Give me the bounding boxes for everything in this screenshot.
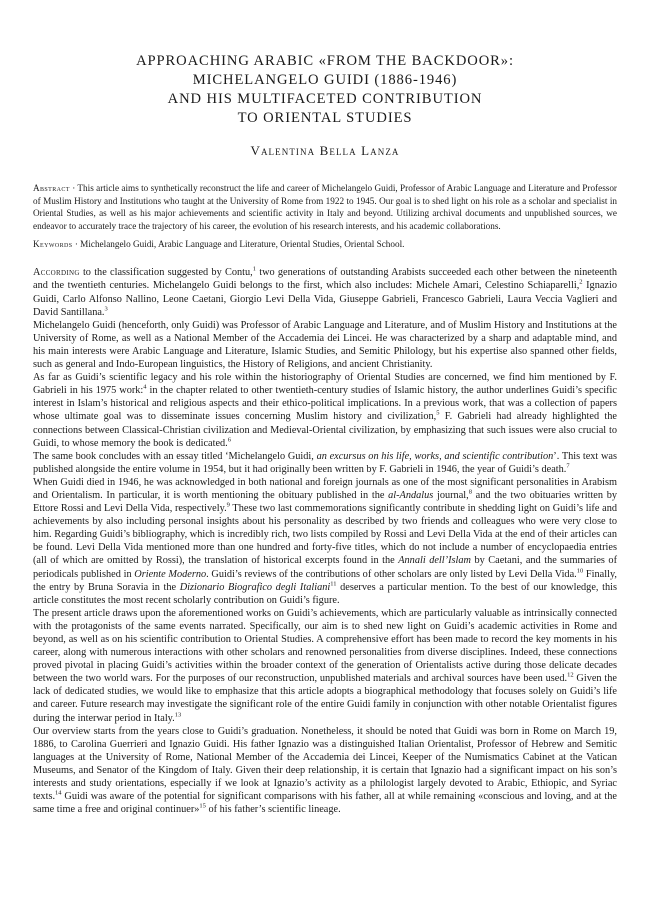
footnote-ref[interactable]: 13 [174,711,182,719]
footnote-ref[interactable]: 9 [226,501,230,509]
italic-title: al-Andalus [388,489,434,501]
footnote-ref[interactable]: 5 [436,409,440,417]
text-run: When Guidi died in 1946, he was acknowledged in both national and foreign journals as one of the most significant personalities in Arabism and Orientalism. In particular, it is worth mentioning the obituary published in the [33,476,617,501]
abstract [33,182,617,232]
text-run: Guidi was aware of the potential for significant comparisons with his father, all at while remaining «conscious and loving, and at the same time a free and original continuer» [33,791,617,816]
paragraph-lead: According [33,267,80,279]
title-line: MICHELANGELO GUIDI (1886-1946) [192,72,458,88]
text-run: ’. This text was published alongside the entire volume in 1954, but it had originally been written by F. Gabrieli in 1946, the year of Guidi’s death. [33,450,617,475]
text-run: to the classification suggested by Contu, [79,267,253,279]
text-run: Finally, the entry by Bruna Soravia in the [33,568,617,593]
text-run: by Caetani, and the summaries of periodicals published in [33,555,617,580]
title-line: AND HIS MULTIFACETED CONTRIBUTION [167,91,483,107]
article-title [33,52,617,128]
footnote-ref[interactable]: 6 [227,436,231,444]
footnote-ref[interactable]: 7 [566,462,570,470]
text-run: The present article draws upon the aforementioned works on Guidi’s achievements, which are particularly valuable as intrinsically connected with the protagonists of the same events narrated. Specifically, our aim is to shed new light on Guidi’s academic activities in Rome and beyond, as well as on his scientific contribution to Oriental Studies. A comprehensive effort has been made to record the key moments in his career, along with numerous interactions with other scholars and renowned personalities from diverse disciplines. Indeed, these connections proved pivotal in placing Guidi’s activities within the broader context of the generation of Orientalists active during those delicate decades between the two world wars. For the purposes of our reconstruction, unpublished materials and archival sources have been used. [33,607,617,685]
footnote-ref[interactable]: 2 [579,279,583,287]
paragraph [33,450,617,476]
text-run: in the chapter related to other twentieth-century studies of Islamic history, the author underlines Guidi’s specific interest in Islam’s historical and religious aspects and their ethico-political implications. In a previous work, that was a collection of papers whose ultimate goal was to disseminate issues concerning Muslim history and civilization, [33,385,617,423]
keywords-text: · Michelangelo Guidi, Arabic Language and Literature, Oriental Studies, Oriental School. [72,239,405,250]
footnote-ref[interactable]: 15 [199,802,206,810]
title-line: TO ORIENTAL STUDIES [237,110,413,126]
paragraph [33,371,617,450]
text-run: Given the lack of dedicated studies, we would like to emphasize that this article adopts a biographical methodology that focuses solely on Guidi’s life and career. Future research may investigate the significant role of the entire Guidi family in conjunction with other notable Orientalist figures during the interwar period in Italy. [33,673,617,724]
italic-title: Dizionario Biografico degli Italiani [179,581,331,593]
paragraph [33,476,617,607]
text-run: Our overview starts from the years close to Guidi’s graduation. Nonetheless, it should be noted that Guidi was born in Rome on March 19, 1886, to Carolina Guerrieri and Ignazio Guidi. His father Ignazio was a distinguished Italian Orientalist, Professor of Hebrew and Semitic languages at the University of Rome, National Member of the Accademia dei Lincei, Keeper of the Numismatics Cabinet at the Vatican Museums, and Senator of the Kingdom of Italy. Given their deep relationship, it is certain that Ignazio had a significant impact on his son’s interests and study orientations, especially if we look at Ignazio’s activity as a philologist largely devoted to Arabic, Ethiopic, and Syriac texts. [33,725,617,803]
text-run: deserves a particular mention. To the best of our knowledge, this article constitutes the most recent scholarly contribution on Guidi’s figure. [33,581,617,606]
footnote-ref[interactable]: 4 [143,383,147,391]
abstract-label: Abstract [33,183,70,193]
footnote-ref[interactable]: 12 [567,671,574,679]
footnote-ref[interactable]: 8 [468,488,472,496]
italic-title: Oriente Moderno [134,568,207,580]
text-run: of his father’s scientific lineage. [205,804,341,816]
text-run: journal, [433,489,469,501]
italic-title: an excursus on his life, works, and scientific contribution [316,450,554,462]
text-run: Ignazio Guidi, Carlo Alfonso Nallino, Leone Caetani, Giorgio Levi Della Vida, Giuseppe Gabrieli, Francesco Gabrieli, Laura Veccia Vaglieri and David Santillana. [33,280,617,318]
paragraph [33,725,617,817]
footnote-ref[interactable]: 1 [252,265,256,273]
paragraph [33,607,617,725]
italic-title: Annali dell’Islam [398,555,471,567]
article-body [33,266,617,816]
paragraph [33,266,617,318]
paragraph [33,319,617,371]
footnote-ref[interactable]: 10 [576,567,584,575]
text-run: As far as Guidi’s scientific legacy and his role within the historiography of Oriental Studies are concerned, we find him mentioned by F. Gabrieli in his 1975 work: [33,372,617,397]
text-run: F. Gabrieli had already highlighted the connections between Classical-Christian civilization and Medieval-Oriental civilization, by emphasizing that such issues were also crucial to Guidi, to whose memory the book is dedicated. [33,411,617,449]
text-run: and the two obituaries written by Ettore Rossi and Levi Della Vida, respectively. [33,489,617,515]
footnote-ref[interactable]: 14 [55,789,62,797]
abstract-text: · This article aims to synthetically reconstruct the life and career of Michelangelo Guidi, Professor of Arabic Language and Literature and Professor of Muslim History and Institutions who taught at the University of Rome from 1922 to 1945. Our goal is to shed light on his role as a scholar and specialist in Oriental Studies, as well as his major achievements and scientific activity in Italy and beyond. Utilizing archival documents and unpublished sources, we endeavor to accurately trace the trajectory of his career, the evolution of his research interests, and his academic collaborations. [33,183,617,231]
text-run: These two last commemorations significantly contribute in shedding light on Guidi’s life and achievements by also including personal insights about his personality as described by two friends and colleagues who were very close to him. Regarding Guidi’s bibliography, which is incredibly rich, two lists compiled by Rossi and Levi Della Vida at the end of their articles can be found. Levi Della Vida mentioned more than one hundred and forty-five titles, which do not include a number of encyclopaedia entries (all of which are omitted by Rossi), the translation of historical excerpts found in the [33,503,617,567]
title-line: APPROACHING ARABIC «FROM THE BACKDOOR»: [136,53,514,69]
footnote-ref[interactable]: 11 [330,580,337,588]
text-run: The same book concludes with an essay titled ‘Michelangelo Guidi, [33,450,317,462]
keywords-label: Keywords [33,239,73,250]
author-name: Valentina Bella Lanza [250,143,400,158]
text-run: two generations of outstanding Arabists succeeded each other between the nineteenth and the twentieth centuries. Michelangelo Guidi belongs to the first, which also includes: Michele Amari, Celestino Schiaparelli, [33,267,617,292]
text-run: Michelangelo Guidi (henceforth, only Guidi) was Professor of Arabic Language and Literature, and of Muslim History and Institutions at the University of Rome, as well as a National Member of the Accademia dei Lincei. He was characterized by a sharp and adaptable mind, and his main interests were Arabic Language and Literature, Islamic Studies, and Semitic Philology, but his expertise also spanned other fields, such as general and Indo-European linguistics, the History of Religions, and ancient Christianity. [33,319,617,371]
text-run: . Guidi’s reviews of the contributions of other scholars are only listed by Levi Della Vida. [206,568,577,580]
footnote-ref[interactable]: 3 [104,305,108,313]
keywords [33,238,617,250]
